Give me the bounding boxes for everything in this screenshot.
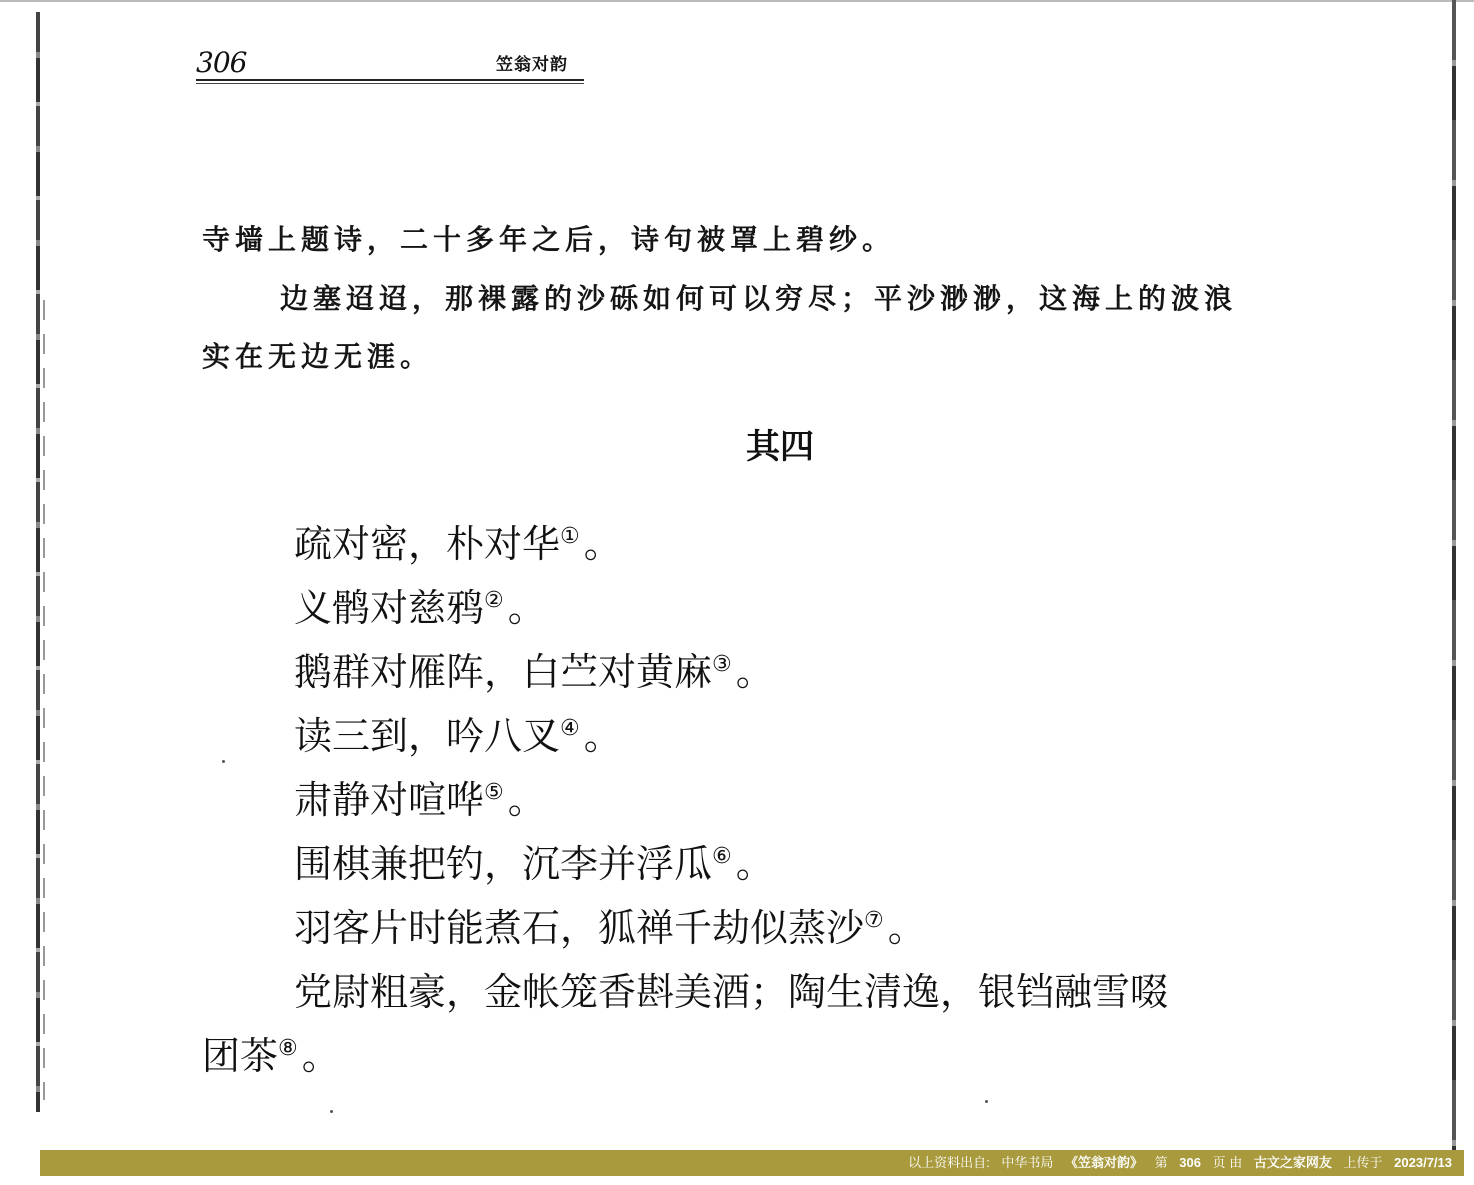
prose-line-1 [202,211,1322,269]
running-title: 笠翁对韵 [496,55,568,75]
page-prefix: 第 [1154,1155,1168,1170]
verse-line [202,640,774,704]
source-footer-text [900,1150,1452,1176]
scan-speck [985,1100,988,1103]
page-left-edge-shadow [43,300,45,1100]
verse-line [202,896,926,960]
page-right-edge [1452,0,1456,1150]
footnote-marker[interactable]: ⑥ [712,844,732,869]
page-suffix: 页 由 [1212,1155,1243,1170]
verse-text: 鹅群对雁阵，白苎对黄麻 [294,650,713,694]
verse-text: 羽客片时能煮石，狐禅千劫似蒸沙 [294,906,865,950]
source-label: 以上资料出自: [908,1155,990,1170]
verse-line [202,704,622,768]
header-rule [196,79,584,81]
uploader-link[interactable]: 古文之家网友 [1253,1155,1332,1170]
verse-text: 围棋兼把钓，沉李并浮瓜 [294,842,713,886]
verse-line [202,768,546,832]
upload-date: 2023/7/13 [1394,1155,1452,1170]
verse-text: 团茶 [202,1034,279,1078]
footnote-marker[interactable]: ⑧ [278,1036,298,1061]
verse-end: 。 [507,586,546,630]
verse-end: 。 [735,842,774,886]
page-header [196,46,586,82]
header-rule-thin [196,83,584,84]
verse-text: 党尉粗豪，金帐笼香斟美酒；陶生清逸，银铛融雪啜 [294,970,1169,1014]
publisher-link[interactable]: 中华书局 [1001,1155,1054,1170]
prose-text: 实在无边无涯。 [202,340,434,373]
prose-text: 寺墙上题诗，二十多年之后，诗句被罩上碧纱。 [202,223,896,256]
section-title: 其四 [746,427,814,467]
uploaded-label: 上传于 [1343,1155,1383,1170]
page-number: 306 [196,46,247,79]
book-title-link[interactable]: 《笠翁对韵》 [1065,1155,1144,1170]
footnote-marker[interactable]: ④ [560,716,580,741]
verse-text: 肃静对喧哗 [294,778,485,822]
footnote-marker[interactable]: ⑤ [484,780,504,805]
footnote-marker[interactable]: ⑦ [864,908,884,933]
verse-text: 疏对密，朴对华 [294,522,561,566]
verse-end: 。 [887,906,926,950]
footer-page-number: 306 [1179,1155,1201,1170]
scan-speck [222,760,225,763]
verse-line [202,576,546,640]
verse-end: 。 [583,522,622,566]
verse-text: 读三到，吟八叉 [294,714,561,758]
footnote-marker[interactable]: ② [484,588,504,613]
page-left-edge [36,12,40,1112]
verse-line [202,1024,340,1088]
scan-speck [330,1110,333,1113]
page-top-edge [0,0,1474,2]
verse-end: 。 [301,1034,340,1078]
source-footer-bar [40,1150,1464,1176]
verse-line [202,832,774,896]
verse-line [202,512,622,576]
verse-line [202,960,1168,1024]
footnote-marker[interactable]: ① [560,524,580,549]
prose-paragraph-2 [202,270,1322,386]
verse-end: 。 [507,778,546,822]
prose-text: 边塞迢迢，那裸露的沙砾如何可以穷尽；平沙渺渺，这海上的波浪 [280,282,1238,315]
verse-end: 。 [735,650,774,694]
verse-text: 义鹘对慈鸦 [294,586,485,630]
verse-end: 。 [583,714,622,758]
footnote-marker[interactable]: ③ [712,652,732,677]
